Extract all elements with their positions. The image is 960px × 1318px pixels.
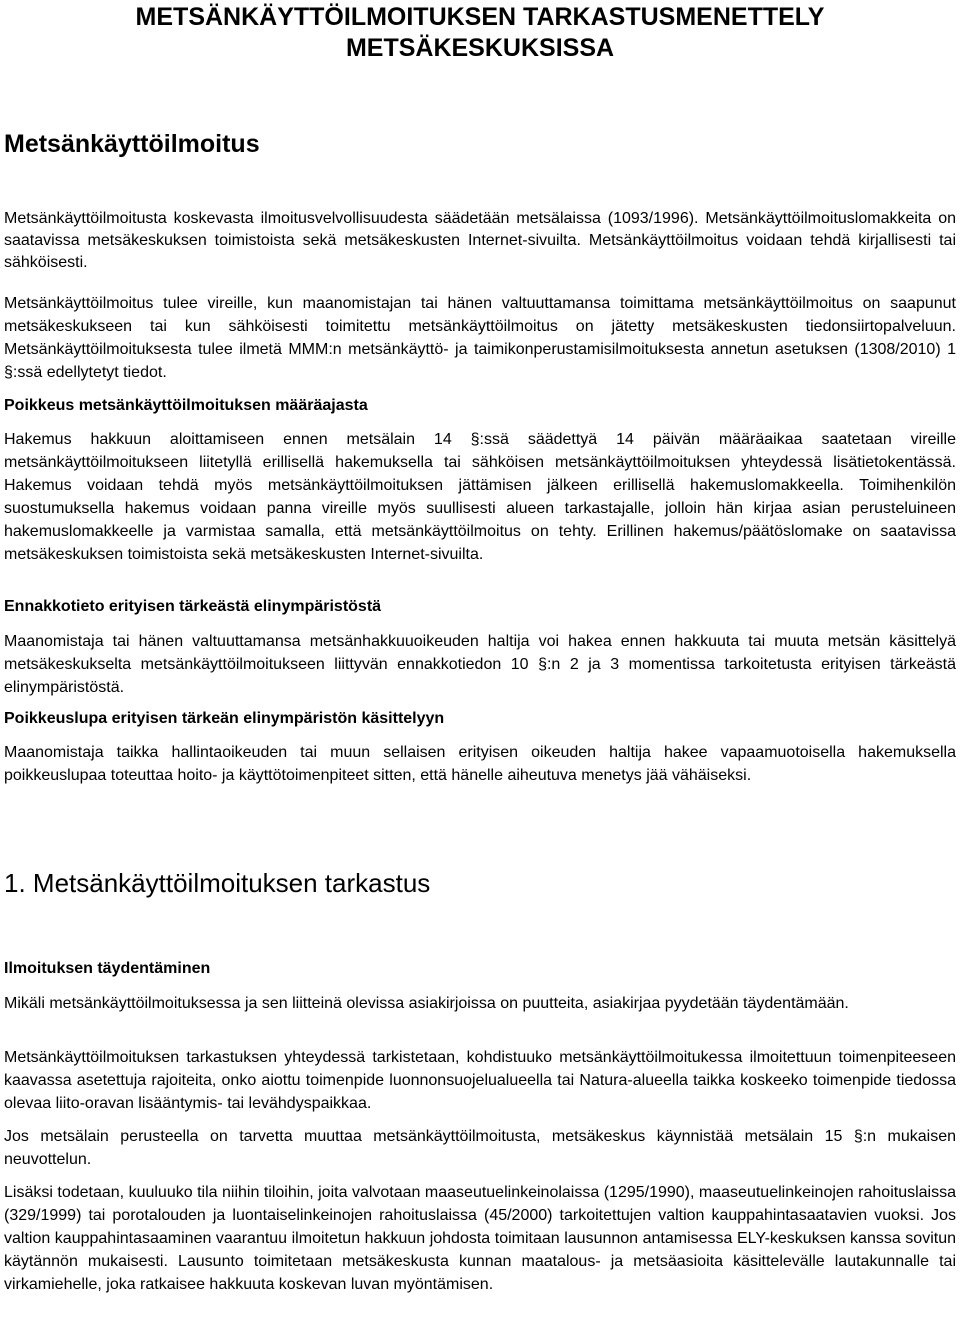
poikkeuslupa-heading: Poikkeuslupa erityisen tärkeän elinympäristön käsittelyyn (4, 710, 445, 727)
intro-paragraph: Metsänkäyttöilmoitusta koskevasta ilmoitusvelvollisuudesta säädetään metsälaissa (1093/1996). Metsänkäyttöilmoituslomakkeita on saatavissa metsäkeskuksen toimistoista sekä metsäkeskusten Internet-sivuilta. Metsänkäyttöilmoitus voidaan tehdä kirjallisesti tai sähköisesti. (4, 210, 956, 271)
vireille-paragraph: Metsänkäyttöilmoitus tulee vireille, kun maanomistajan tai hänen valtuuttamansa toimittama metsänkäyttöilmoitus on saapunut metsäkeskukseen tai kun sähköisesti toimitettu metsänkäyttöilmoitus on jätetty metsäkeskusten tiedonsiirtopalveluun. Metsänkäyttöilmoituksesta tulee ilmetä MMM:n metsänkäyttö- ja taimikonperustamisilmoituksesta annetun asetuksen (1308/2010) 1 §:ssä edellytetyt tiedot. (4, 295, 956, 381)
document-title (0, 2, 960, 64)
lisaksi-paragraph: Lisäksi todetaan, kuuluuko tila niihin tiloihin, joita valvotaan maaseutuelinkeinolaissa (1295/1990), maaseutuelinkeinojen rahoituslaissa (329/1999) tai porotalouden ja luontaiselinkeinojen rahoituslaissa (45/2000) tarkoitettujen valtion kauppahintasaatavien vuoksi. Jos valtion kauppahintasaaminen vaarantuu ilmoitetun hakkuun johdosta toimitaan lausunnon antamisessa ELY-keskuksen kanssa sovitun käytännön mukaisesti. Lausunto toimitetaan metsäkeskusta kunnan maatalous- ja metsäasioita käsittelevälle lautakunnalle tai virkamiehelle, joka ratkaisee hakkuuta koskevan luvan myöntämisen. (4, 1184, 956, 1293)
poikkeus-paragraph: Hakemus hakkuun aloittamiseen ennen metsälain 14 §:ssä säädettyä 14 päivän määräaikaa saatetaan vireille metsänkäyttöilmoitukseen liitetyllä erillisellä hakemuksella tai sähköisen metsänkäyttöilmoituksen yhteydessä lisätietokentässä. Hakemus voidaan tehdä myös metsänkäyttöilmoituksen jättämisen jälkeen erillisellä hakemuslomakkeella. Toimihenkilön suostumuksella hakemus voidaan panna vireille myös suullisesti alueen tarkastajalle, jolloin hän kirjaa asian perusteluineen hakemuslomakkeelle ja varmistaa samalla, että metsänkäyttöilmoitus on tehty. Erillinen hakemus/päätöslomake on saatavissa metsäkeskuksen toimistoista sekä metsäkeskusten Internet-sivuilta. (4, 431, 956, 563)
document-title-line-1: METSÄNKÄYTTÖILMOITUKSEN TARKASTUSMENETTELY (135, 3, 825, 31)
taydentaminen-paragraph: Mikäli metsänkäyttöilmoituksessa ja sen liitteinä olevissa asiakirjoissa on puutteita, asiakirjaa pyydetään täydentämään. (4, 995, 849, 1012)
neuvottelu-paragraph: Jos metsälain perusteella on tarvetta muuttaa metsänkäyttöilmoitusta, metsäkeskus käynnistää metsälain 15 §:n mukaisen neuvottelun. (4, 1128, 956, 1168)
ennakkotieto-heading: Ennakkotieto erityisen tärkeästä elinympäristöstä (4, 598, 382, 615)
chapter-heading: 1. Metsänkäyttöilmoituksen tarkastus (4, 868, 431, 898)
poikkeuslupa-paragraph: Maanomistaja taikka hallintaoikeuden tai muun sellaisen erityisen oikeuden haltija hakee vapaamuotoisella hakemuksella poikkeuslupaa toteuttaa hoito- ja käyttötoimenpiteet sitten, että hänelle aiheutuva menetys jää vähäiseksi. (4, 744, 956, 784)
taydentaminen-heading: Ilmoituksen täydentäminen (4, 960, 211, 977)
document-title-line-2: METSÄKESKUKSISSA (345, 34, 615, 62)
poikkeus-heading: Poikkeus metsänkäyttöilmoituksen määräajasta (4, 397, 368, 414)
ennakkotieto-paragraph: Maanomistaja tai hänen valtuuttamansa metsänhakkuuoikeuden haltija voi hakea ennen hakkuuta tai muuta metsän käsittelyä metsäkeskukselta metsänkäyttöilmoitukseen liittyvän ennakkotiedon 10 §:n 2 ja 3 momentissa tarkoitetusta erityisen tärkeästä elinympäristöstä. (4, 633, 956, 696)
section-heading-metsankayttoilmoitus: Metsänkäyttöilmoitus (4, 130, 260, 158)
tarkastus-paragraph: Metsänkäyttöilmoituksen tarkastuksen yhteydessä tarkistetaan, kohdistuuko metsänkäyttöilmoitukessa ilmoitettuun toimenpiteeseen kaavassa asetettuja rajoiteita, onko aiottu toimenpide luonnonsuojelualueella tai Natura-alueella taikka koskeeko toimenpide tiedossa olevaa liito-oravan lisääntymis- tai levähdyspaikkaa. (4, 1049, 956, 1112)
